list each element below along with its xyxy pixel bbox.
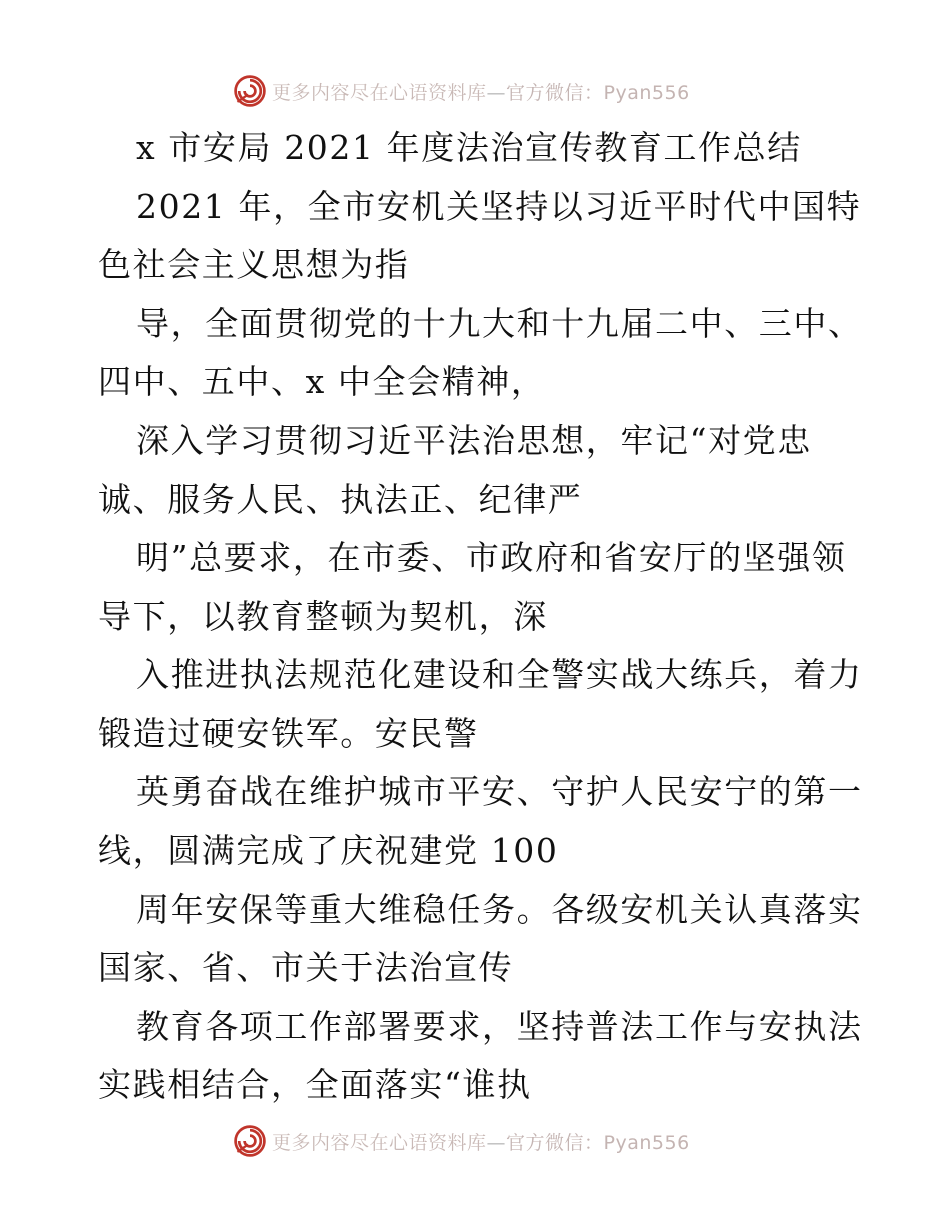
footer-site-text: 更多内容尽在心语资料库 bbox=[272, 1131, 487, 1154]
paragraph-line: 色社会主义思想为指 bbox=[98, 245, 410, 284]
header-dash: — bbox=[486, 81, 507, 104]
footer-dash: — bbox=[486, 1131, 507, 1154]
paragraph-line: 锻造过硬安铁军。安民警 bbox=[98, 714, 479, 753]
footer-banner bbox=[232, 1121, 690, 1161]
paragraph-line: 线，圆满完成了庆祝建党 100 bbox=[98, 831, 559, 870]
paragraph-line: 导，全面贯彻党的十九大和十九届二中、三中、 bbox=[136, 304, 863, 343]
header-site-text: 更多内容尽在心语资料库 bbox=[272, 81, 487, 104]
paragraph-line: 周年安保等重大维稳任务。各级安机关认真落实 bbox=[136, 890, 863, 929]
footer-wechat-text: 官方微信：Pyan556 bbox=[506, 1131, 690, 1154]
paragraph-line: 实践相结合，全面落实“谁执 bbox=[98, 1065, 532, 1104]
header-wechat-text: 官方微信：Pyan556 bbox=[506, 81, 690, 104]
paragraph-line: 明”总要求，在市委、市政府和省安厅的坚强领 bbox=[136, 538, 847, 577]
document-title: x 市安局 2021 年度法治宣传教育工作总结 bbox=[136, 128, 802, 167]
paragraph-line: 深入学习贯彻习近平法治思想，牢记“对党忠 bbox=[136, 421, 812, 460]
paragraph-line: 教育各项工作部署要求，坚持普法工作与安执法 bbox=[136, 1007, 863, 1046]
paragraph-line: 入推进执法规范化建设和全警实战大练兵，着力 bbox=[136, 655, 863, 694]
paragraph-line: 英勇奋战在维护城市平安、守护人民安宁的第一 bbox=[136, 772, 863, 811]
paragraph-line: 四中、五中、x 中全会精神， bbox=[98, 362, 546, 401]
red-spiral-logo-icon bbox=[232, 1123, 268, 1159]
paragraph-line: 导下，以教育整顿为契机，深 bbox=[98, 597, 548, 636]
paragraph-line: 2021 年，全市安机关坚持以习近平时代中国特 bbox=[136, 187, 862, 226]
footer-banner-text bbox=[272, 1128, 690, 1155]
paragraph-line: 诚、服务人民、执法正、纪律严 bbox=[98, 480, 583, 519]
paragraph-line: 国家、省、市关于法治宣传 bbox=[98, 948, 514, 987]
